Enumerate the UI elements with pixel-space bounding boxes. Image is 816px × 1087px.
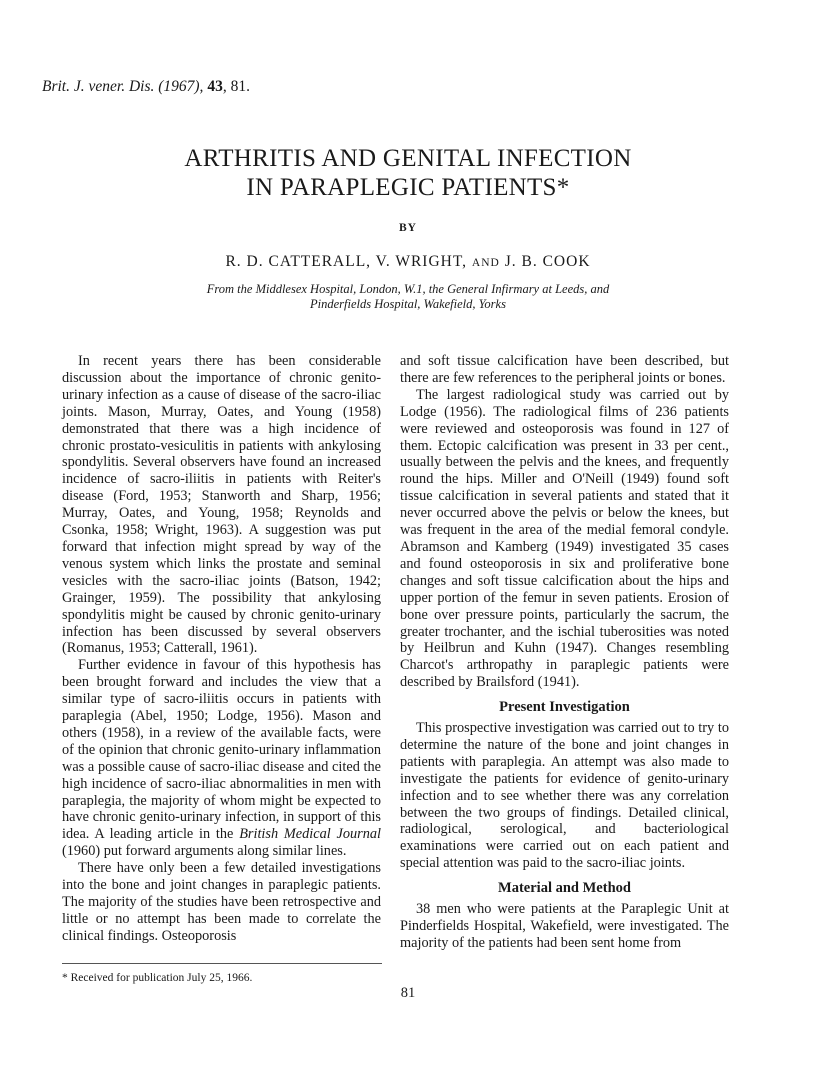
citation-journal: Brit. J. vener. Dis. (42, 78, 155, 95)
title-line-2: IN PARAPLEGIC PATIENTS* (246, 174, 570, 201)
footnote-divider (62, 963, 382, 964)
byline: BY (399, 222, 417, 234)
section-heading-present-investigation: Present Investigation (499, 699, 630, 716)
right-paragraph-4: 38 men who were patients at the Paraplegic Unit at Pinderfields Hospital, Wakefield, were investigated. The majority of the patients had been sent home from (400, 901, 729, 951)
left-column (62, 353, 381, 945)
left-paragraph-2 (62, 657, 381, 860)
left-paragraph-2-text-a: Further evidence in favour of this hypothesis has been brought forward and includes the view that a similar type of sacro-iliitis occurs in patients with paraplegia (Abel, 1950; Lodge, 1956). Mason and others (1958), in a review of the available facts, were of the opinion that chronic genito-urinary inflammation was a possible cause of sacro-iliac disease and cited the high incidence of sacro-iliac abnormalities in men with paraplegia, the majority of whom might be expected to have chronic genito-urinary infection, in support of this idea. A leading article in the (62, 657, 381, 843)
section-heading-material-and-method: Material and Method (498, 880, 631, 897)
left-paragraph-2-text-b: (1960) put forward arguments along similar lines. (62, 843, 347, 860)
affiliation-line-1: From the Middlesex Hospital, London, W.1, the General Infirmary at Leeds, and (206, 282, 610, 296)
title-line-1: ARTHRITIS AND GENITAL INFECTION (184, 145, 632, 172)
authors-and: AND (471, 257, 500, 269)
authors-part-1: R. D. CATTERALL, V. WRIGHT, (225, 253, 472, 270)
journal-citation (42, 78, 250, 96)
author-list (0, 253, 816, 271)
page-number: 81 (400, 985, 416, 1001)
affiliation (0, 282, 816, 312)
left-paragraph-3: There have only been a few detailed investigations into the bone and joint changes in paraplegic patients. The majority of the studies have been retrospective and little or no attempt has been made to correlate the clinical findings. Osteoporosis (62, 860, 381, 944)
footnote: * Received for publication July 25, 1966. (62, 972, 253, 984)
citation-volume: 43 (207, 78, 223, 95)
right-paragraph-3: This prospective investigation was carried out to try to determine the nature of the bone and joint changes in patients with paraplegia. An attempt was also made to investigate the patients for evidence of genito-urinary infection and to see whether there was any correlation between the two groups of findings. Detailed clinical, radiological, serological, and bacteriological examinations were carried out on each patient and special attention was paid to the sacro-iliac joints. (400, 720, 729, 872)
right-paragraph-2: The largest radiological study was carried out by Lodge (1956). The radiological films of 236 patients were reviewed and osteoporosis was found in 127 of them. Ectopic calcification was present in 33 per cent., usually between the pelvis and the knees, and frequently round the hips. Miller and O'Neill (1949) found soft tissue calcification in several patients and stated that it never occurred above the pelvis or below the knees, but was frequent in the area of the medial femoral condyle. Abramson and Kamberg (1949) investigated 35 cases and found osteoporosis in six and proliferative bone changes and soft tissue calcification about the hips and upper portion of the femur in seven patients. Erosion of bone over pressure points, particularly the sacrum, the greater trochanter, and the ischial tuberosities was noted by Heilbrun and Kuhn (1947). Changes resembling Charcot's arthropathy in paraplegic patients were described by Brailsford (1941). (400, 386, 729, 691)
authors-part-2: J. B. COOK (499, 253, 591, 270)
journal-reference: British Medical Journal (239, 826, 381, 843)
right-column (400, 353, 729, 952)
left-paragraph-1: In recent years there has been considerable discussion about the importance of chronic genito-urinary infection as a cause of disease of the sacro-iliac joints. Mason, Murray, Oates, and Young (1958) demonstrated that there was a high incidence of chronic prostato-vesiculitis in patients with ankylosing spondylitis. Several observers have found an increased incidence of sacro-iliitis in patients with Reiter's disease (Ford, 1953; Stanworth and Sharp, 1956; Murray, Oates, and Young, 1958; Reynolds and Csonka, 1958; Wright, 1963). A suggestion was put forward that infection might spread by way of the venous system which links the prostate and seminal vesicles with the sacro-iliac joints (Batson, 1942; Grainger, 1959). The possibility that ankylosing spondylitis might be caused by chronic genito-urinary infection has been discussed by several observers (Romanus, 1953; Catterall, 1961). (62, 353, 381, 657)
affiliation-line-2: Pinderfields Hospital, Wakefield, Yorks (310, 297, 506, 311)
citation-year: (1967), (154, 78, 208, 95)
right-paragraph-1: and soft tissue calcification have been described, but there are few references to the peripheral joints or bones. (400, 353, 729, 386)
citation-page: , 81. (222, 78, 250, 95)
article-title (0, 144, 816, 202)
